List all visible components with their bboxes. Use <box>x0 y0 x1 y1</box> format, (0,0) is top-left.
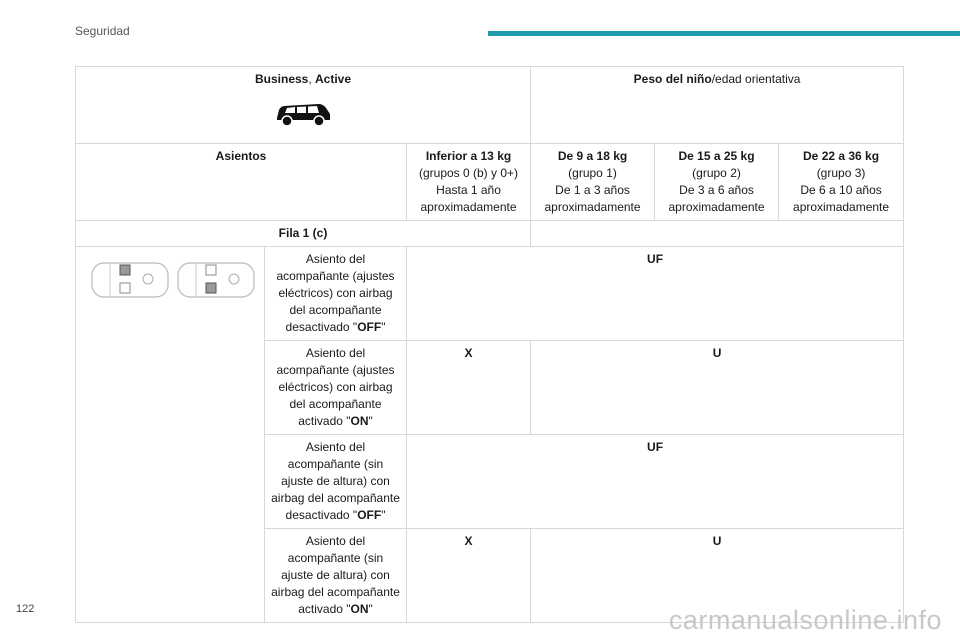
seat-value-1b: U <box>531 341 904 435</box>
seat-desc-2: Asiento del acompañante (sin ajuste de altura) con airbag del acompañante desactivado "OFF" <box>265 435 407 529</box>
seat-value-3a: X <box>407 529 531 623</box>
seat-value-1a: X <box>407 341 531 435</box>
seat-position-diagram <box>90 257 260 305</box>
group-cell-2: De 15 a 25 kg (grupo 2) De 3 a 6 años aproximadamente <box>655 144 779 221</box>
section-accent-bar <box>488 31 960 36</box>
row-label-row <box>76 221 904 247</box>
version-business: Business <box>254 72 309 86</box>
seat-value-0: UF <box>407 247 904 341</box>
section-title: Seguridad <box>75 24 130 38</box>
group-cell-0: Inferior a 13 kg (grupos 0 (b) y 0+) Hasta 1 año aproximadamente <box>407 144 531 221</box>
seat-value-2: UF <box>407 435 904 529</box>
vehicle-top-view-left <box>92 263 168 297</box>
weight-header-rest: /edad orientativa <box>711 72 801 86</box>
seat-desc-0: Asiento del acompañante (ajustes eléctricos) con airbag del acompañante desactivado "OFF" <box>265 247 407 341</box>
row-label: Fila 1 (c) <box>76 221 531 247</box>
groups-row <box>76 144 904 221</box>
version-cell: Business, Active <box>76 67 531 144</box>
seat-desc-3: Asiento del acompañante (sin ajuste de altura) con airbag del acompañante activado "ON" <box>265 529 407 623</box>
group-cell-3: De 22 a 36 kg (grupo 3) De 6 a 10 años aproximadamente <box>779 144 904 221</box>
seat-row-0 <box>76 247 904 341</box>
version-active: Active <box>315 72 352 86</box>
weight-header-cell <box>531 67 904 144</box>
minivan-icon <box>273 100 333 128</box>
watermark-link[interactable]: carmanualsonline.info <box>668 605 942 635</box>
version-row <box>76 67 904 144</box>
page-number: 122 <box>16 603 35 615</box>
vehicle-diagram-cell <box>76 247 265 623</box>
weight-header-bold: Peso del niño <box>633 72 712 86</box>
seats-label: Asientos <box>76 144 407 221</box>
seat-desc-1: Asiento del acompañante (ajustes eléctricos) con airbag del acompañante activado "ON" <box>265 341 407 435</box>
seat-value-3b: U <box>531 529 904 623</box>
child-seat-table <box>75 66 904 623</box>
group-cell-1: De 9 a 18 kg (grupo 1) De 1 a 3 años aproximadamente <box>531 144 655 221</box>
vehicle-top-view-right <box>178 263 254 297</box>
